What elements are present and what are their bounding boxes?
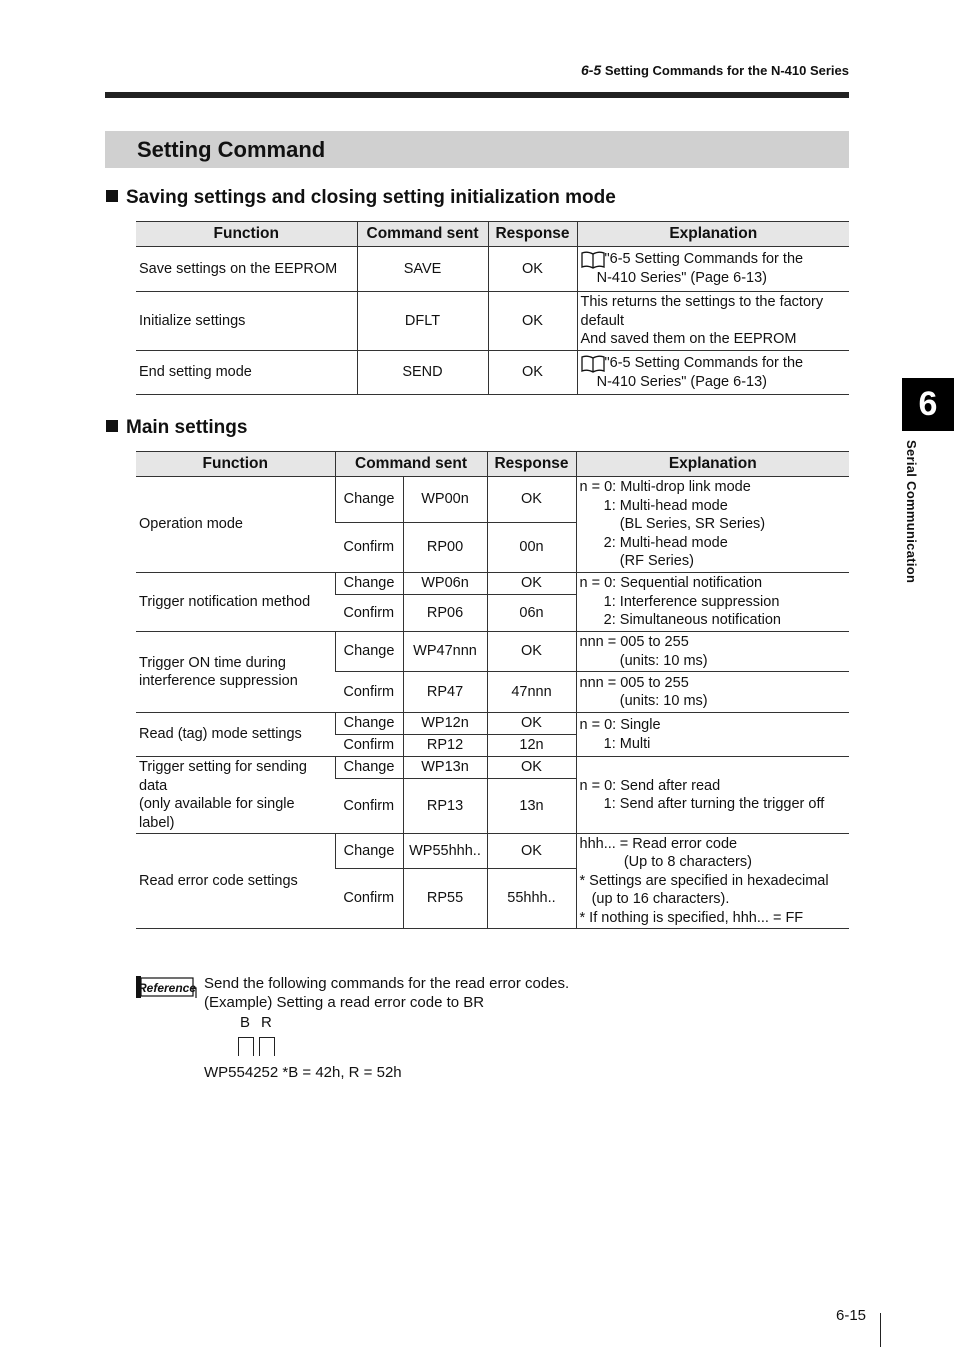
reference-badge — [136, 976, 198, 1003]
col-header: Response — [488, 222, 577, 247]
function-cell: Trigger setting for sending data (only available for single label) — [136, 757, 335, 834]
explanation-cell — [577, 247, 849, 292]
header-section-number: 6-5 — [580, 62, 602, 78]
response-cell: OK — [487, 834, 576, 869]
save-settings-table — [136, 221, 849, 395]
command-cell: WP00n — [403, 477, 487, 523]
chapter-tab: 6 — [902, 378, 954, 431]
command-cell: SAVE — [357, 247, 488, 292]
response-cell: OK — [487, 632, 576, 672]
col-header: Explanation — [576, 452, 849, 477]
col-header: Command sent — [357, 222, 488, 247]
letter-b: B — [240, 1014, 251, 1031]
square-bullet-icon — [106, 420, 118, 432]
table-row — [136, 632, 849, 672]
page-number-rule — [880, 1313, 881, 1347]
function-cell: Trigger ON time during interference suppression — [136, 632, 335, 713]
mode-cell: Change — [335, 632, 403, 672]
explanation-text: "6-5 Setting Commands for the N-410 Series" (Page 6-13) — [596, 251, 804, 287]
reference-line3: WP554252 *B = 42h, R = 52h — [204, 1064, 402, 1081]
response-cell: 47nnn — [487, 672, 576, 713]
response-cell: OK — [488, 247, 577, 292]
running-header — [581, 62, 849, 78]
mode-cell: Change — [335, 573, 403, 595]
col-header: Explanation — [577, 222, 849, 247]
mode-cell: Change — [335, 477, 403, 523]
function-cell: Read error code settings — [136, 834, 335, 929]
command-cell: WP12n — [403, 713, 487, 735]
function-cell: Save settings on the EEPROM — [136, 247, 357, 292]
mode-cell: Change — [335, 713, 403, 735]
col-header: Function — [136, 222, 357, 247]
command-cell: RP12 — [403, 735, 487, 757]
book-reference-icon — [581, 355, 605, 373]
command-cell: RP55 — [403, 869, 487, 929]
reference-line2: (Example) Setting a read error code to BR — [204, 994, 485, 1011]
function-cell: End setting mode — [136, 351, 357, 395]
page-number: 6-15 — [836, 1307, 867, 1324]
table-row — [136, 713, 849, 735]
mode-cell: Change — [335, 757, 403, 779]
response-cell: OK — [488, 292, 577, 351]
col-header: Command sent — [335, 452, 487, 477]
response-cell: 55hhh.. — [487, 869, 576, 929]
mode-cell: Confirm — [335, 672, 403, 713]
response-cell: OK — [487, 713, 576, 735]
explanation-cell: n = 0: Send after read 1: Send after turning the trigger off — [576, 757, 849, 834]
explanation-text: "6-5 Setting Commands for the N-410 Series" (Page 6-13) — [596, 354, 804, 390]
table-header-row — [136, 452, 849, 477]
response-cell: OK — [488, 351, 577, 395]
table-row — [136, 757, 849, 779]
response-cell: 12n — [487, 735, 576, 757]
byte-bracket — [238, 1037, 254, 1056]
explanation-cell: This returns the settings to the factory default And saved them on the EEPROM — [577, 292, 849, 351]
letter-r: R — [261, 1014, 272, 1031]
mode-cell: Confirm — [335, 779, 403, 834]
response-cell: 06n — [487, 595, 576, 632]
command-cell: RP00 — [403, 523, 487, 573]
command-cell: RP13 — [403, 779, 487, 834]
table-row — [136, 247, 849, 292]
section2-heading-text: Main settings — [126, 417, 248, 438]
explanation-cell: nnn = 005 to 255 (units: 10 ms) — [576, 632, 849, 672]
response-cell: 00n — [487, 523, 576, 573]
command-cell: RP47 — [403, 672, 487, 713]
response-cell: OK — [487, 573, 576, 595]
command-cell: SEND — [357, 351, 488, 395]
explanation-cell: nnn = 005 to 255 (units: 10 ms) — [576, 672, 849, 713]
table-row — [136, 351, 849, 395]
title-band — [105, 131, 849, 168]
section2-heading — [106, 417, 247, 439]
section1-heading-text: Saving settings and closing setting initialization mode — [126, 187, 616, 208]
response-cell: OK — [487, 757, 576, 779]
mode-cell: Confirm — [335, 523, 403, 573]
command-cell: DFLT — [357, 292, 488, 351]
function-cell: Trigger notification method — [136, 573, 335, 632]
table-row — [136, 834, 849, 869]
chapter-side-label: Serial Communication — [904, 440, 919, 584]
command-cell: WP47nnn — [403, 632, 487, 672]
explanation-cell — [577, 351, 849, 395]
explanation-cell: n = 0: Single 1: Multi — [576, 713, 849, 757]
table-row — [136, 292, 849, 351]
mode-cell: Confirm — [335, 735, 403, 757]
page-title: Setting Command — [137, 137, 326, 162]
function-cell: Read (tag) mode settings — [136, 713, 335, 757]
mode-cell: Confirm — [335, 595, 403, 632]
reference-badge-label: Reference — [137, 981, 197, 995]
response-cell: OK — [487, 477, 576, 523]
response-cell: 13n — [487, 779, 576, 834]
byte-bracket — [259, 1037, 275, 1056]
command-cell: WP06n — [403, 573, 487, 595]
reference-icon — [136, 976, 198, 998]
header-rule — [105, 92, 849, 98]
mode-cell: Confirm — [335, 869, 403, 929]
reference-line1: Send the following commands for the read error codes. — [204, 975, 570, 992]
explanation-cell: n = 0: Sequential notification 1: Interference suppression 2: Simultaneous notification — [576, 573, 849, 632]
mode-cell: Change — [335, 834, 403, 869]
col-header: Function — [136, 452, 335, 477]
table-row — [136, 573, 849, 595]
table-row — [136, 477, 849, 523]
section1-heading — [106, 187, 616, 209]
book-reference-icon — [581, 251, 605, 269]
square-bullet-icon — [106, 190, 118, 202]
col-header: Response — [487, 452, 576, 477]
explanation-cell: hhh... = Read error code (Up to 8 characters) * Settings are specified in hexadecimal (up to 16 characters). * If nothing is specified, hhh... = FF — [576, 834, 849, 929]
command-cell: RP06 — [403, 595, 487, 632]
function-cell: Initialize settings — [136, 292, 357, 351]
explanation-cell: n = 0: Multi-drop link mode 1: Multi-head mode (BL Series, SR Series) 2: Multi-head mode (RF Series) — [576, 477, 849, 573]
command-cell: WP55hhh.. — [403, 834, 487, 869]
header-title: Setting Commands for the N-410 Series — [604, 63, 849, 78]
command-cell: WP13n — [403, 757, 487, 779]
main-settings-table — [136, 451, 849, 929]
function-cell: Operation mode — [136, 477, 335, 573]
table-header-row — [136, 222, 849, 247]
